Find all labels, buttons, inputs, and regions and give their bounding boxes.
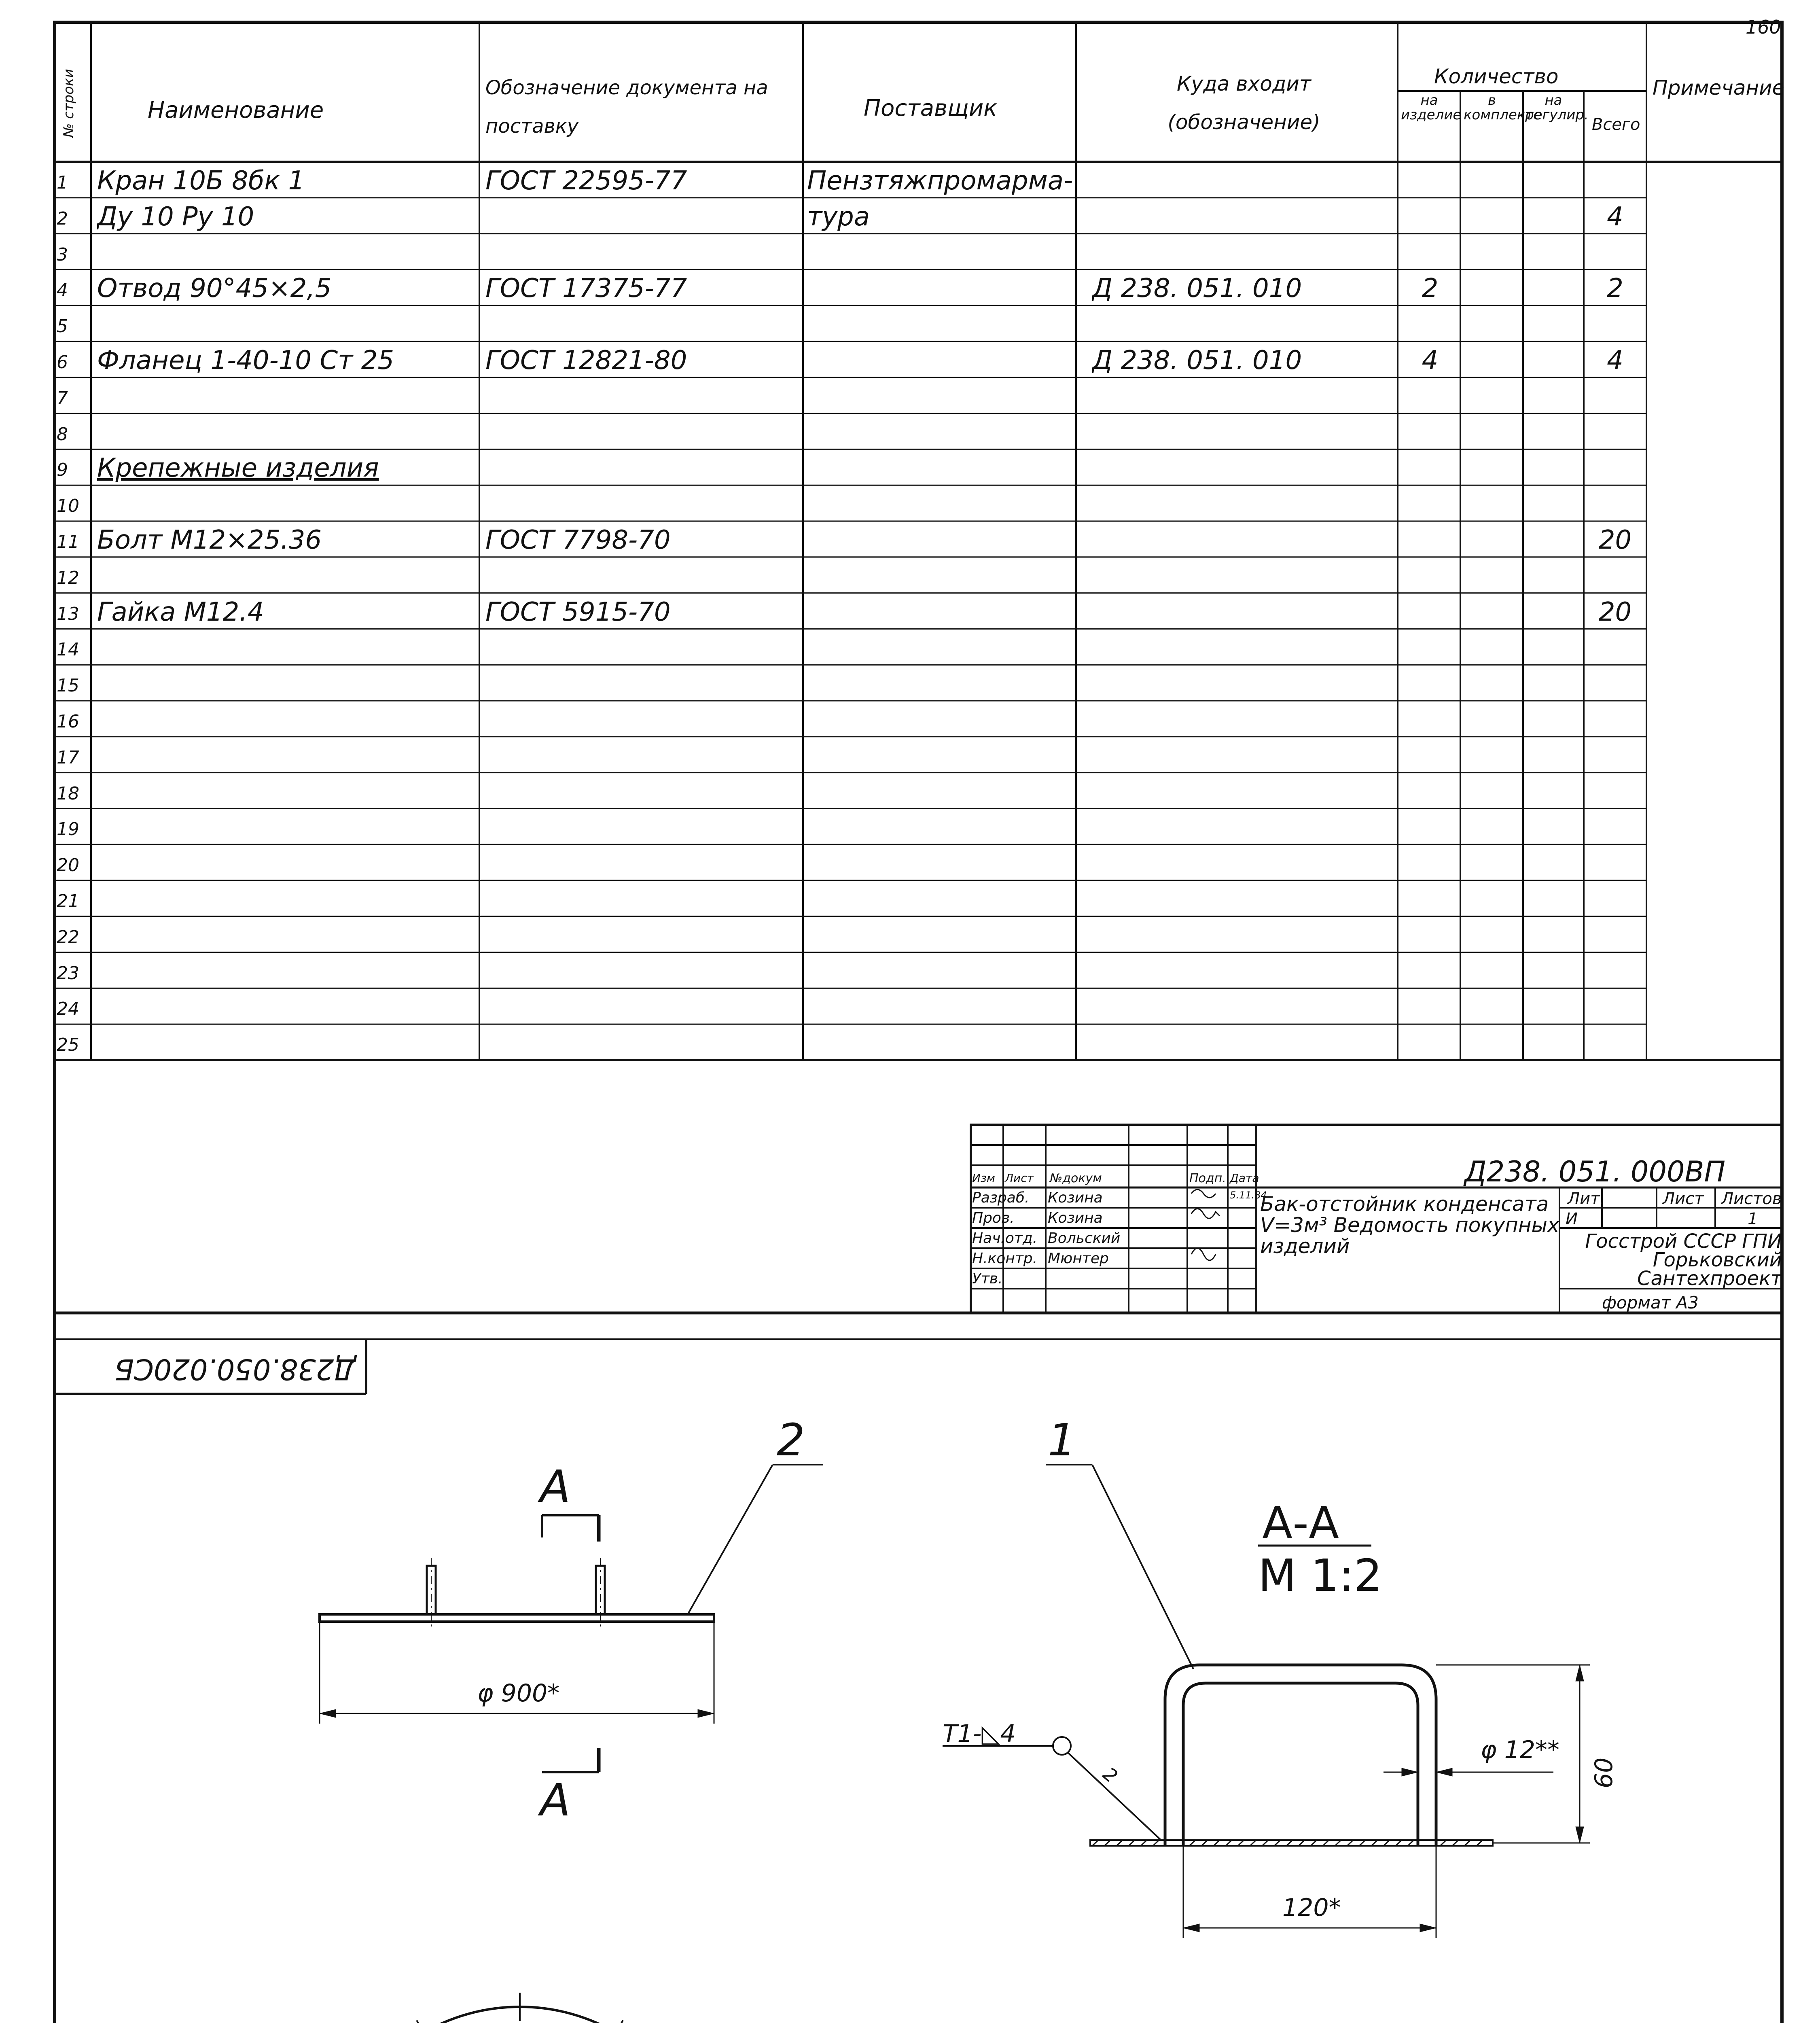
tb1-role-doc: №докум (1050, 1171, 1102, 1185)
table-cell-n: 25 (57, 1035, 79, 1056)
table-cell-n: 5 (57, 316, 68, 337)
section-label: А-А (1262, 1497, 1339, 1549)
tb-date: 5.11.84 (1230, 1190, 1267, 1201)
tb1-sheets-label: Листов (1721, 1190, 1782, 1208)
table-cell-qt: 2 (1607, 274, 1623, 304)
table-cell-n: 4 (57, 280, 68, 301)
table-cell-n: 10 (57, 496, 79, 517)
cover-side-view (320, 1465, 823, 1772)
header-row-no: № строки (61, 69, 77, 138)
signatures (1072, 1190, 1220, 2023)
tb1-sheets: 1 (1748, 1210, 1758, 1228)
table-cell-n: 13 (57, 603, 79, 624)
hole-tick (609, 2020, 623, 2023)
table-cell-n: 16 (57, 711, 79, 732)
table-cell-qt: 20 (1598, 597, 1632, 627)
table-cell-n: 7 (57, 388, 68, 409)
tb-role: Разраб. (972, 1190, 1030, 1206)
table-cell-n: 6 (57, 352, 68, 373)
table-cell-name: Отвод 90°45×2,5 (97, 274, 332, 304)
cover-plan-view (314, 1993, 862, 2023)
table-cell-n: 11 (57, 532, 79, 552)
header-qty-total: Всего (1592, 115, 1640, 134)
dim-60: 60 (1590, 1757, 1618, 1788)
tb1-org: Госстрой СССР ГПИ Горьковский Сантехпроект (1585, 1230, 1782, 1290)
tb-name: Вольский (1048, 1230, 1121, 1247)
table-cell-doc: ГОСТ 17375-77 (485, 274, 687, 304)
tb-role: Утв. (972, 1270, 1003, 1287)
table-cell-n: 3 (57, 244, 68, 265)
table-cell-name: Кран 10Б 8бк 1 (97, 166, 305, 196)
tb1-role-izm: Изм (972, 1171, 995, 1185)
header-note: Примечание (1653, 76, 1785, 100)
table-cell-n: 24 (57, 999, 79, 1020)
tb1-format: формат А3 (1602, 1293, 1699, 1313)
table-cell-n: 12 (57, 567, 79, 588)
header-qty-product: на изделие (1401, 92, 1462, 123)
table-cell-qt: 4 (1607, 346, 1623, 375)
table-cell-doc: ГОСТ 5915-70 (485, 597, 671, 627)
table-cell-n: 2 (57, 208, 68, 229)
table-cell-doc: ГОСТ 12821-80 (485, 346, 687, 375)
table-cell-name: Болт М12×25.36 (97, 525, 322, 555)
header-qty: Количество (1434, 65, 1559, 88)
tb1-sheet-label: Лист (1663, 1190, 1704, 1208)
weld-2: 2 (1099, 1762, 1122, 1788)
position-1-label: 1 (1048, 1414, 1076, 1466)
tb-role: Нач.отд. (972, 1230, 1038, 1247)
table-cell-n: 15 (57, 675, 79, 696)
table-cell-supplier: тура (807, 201, 870, 232)
dim-diameter-900: φ 900* (477, 1679, 560, 1707)
table-cell-n: 23 (57, 963, 79, 984)
tb1-role-list: Лист (1005, 1171, 1034, 1185)
table-cell-n: 19 (57, 819, 79, 840)
table-cell-name: Крепежные изделия (97, 453, 379, 483)
table-cell-qt: 20 (1598, 525, 1632, 555)
table-cell-n: 14 (57, 639, 79, 660)
hole-tick (417, 2020, 431, 2023)
table-cell-n: 8 (57, 424, 68, 445)
header-qty-kit: в комплекте (1464, 92, 1542, 123)
page-number: 160 (1746, 16, 1781, 38)
tb1-lit-label: Лит. (1568, 1190, 1605, 1208)
tb1-role-sign: Подп. (1189, 1171, 1226, 1185)
table-cell-doc: ГОСТ 22595-77 (485, 166, 687, 196)
table-cell-n: 9 (57, 460, 68, 481)
header-qty-adj: на регулир. (1525, 92, 1589, 123)
header-doc: Обозначение документа на поставку (485, 76, 768, 138)
table-cell-n: 20 (57, 855, 79, 876)
tb-role: Н.контр. (972, 1250, 1038, 1267)
header-goes-into: Куда входит (обозначение) (1167, 72, 1320, 134)
tb-name: Мюнтер (1048, 1250, 1109, 1267)
header-name: Наименование (148, 97, 324, 123)
section-scale: М 1:2 (1258, 1550, 1382, 1601)
position-2-label: 2 (777, 1414, 805, 1466)
table-cell-n: 1 (57, 172, 68, 193)
table-cell-qt: 4 (1607, 201, 1623, 232)
tb-role: Пров. (972, 1210, 1015, 1226)
tb1-lit: И (1566, 1210, 1578, 1228)
table-cell-doc: ГОСТ 7798-70 (485, 525, 671, 555)
table-cell-n: 17 (57, 747, 79, 768)
table-cell-name: Гайка М12.4 (97, 597, 264, 627)
table-cell-qp: 4 (1422, 346, 1439, 375)
table-cell-name: Ду 10 Ру 10 (97, 201, 254, 232)
table-cell-n: 22 (57, 927, 79, 948)
table-cell-n: 21 (57, 891, 79, 912)
table-cell-goes: Д 238. 051. 010 (1092, 274, 1302, 304)
tb1-code: Д238. 051. 000ВП (1464, 1155, 1726, 1188)
dim-120: 120* (1282, 1894, 1341, 1922)
tb-name: Козина (1048, 1190, 1103, 1206)
section-mark-bottom: А (540, 1774, 571, 1826)
table-cell-name: Фланец 1-40-10 Ст 25 (97, 346, 394, 375)
tb-name: Козина (1048, 1210, 1103, 1226)
dim-12: φ 12** (1481, 1736, 1559, 1764)
rotated-drawing-code: Д238.050.020СБ (114, 1353, 356, 1386)
table-cell-supplier: Пензтяжпромарма- (807, 166, 1073, 196)
table-cell-n: 18 (57, 783, 79, 804)
tb1-role-date: Дата (1230, 1171, 1259, 1185)
tb1-title: Бак-отстойник конденсата V=3м³ Ведомость покупных изделий (1260, 1192, 1559, 1258)
table-cell-goes: Д 238. 051. 010 (1092, 346, 1302, 375)
header-supplier: Поставщик (864, 95, 998, 121)
table-cell-qp: 2 (1422, 274, 1439, 304)
section-mark-top: А (540, 1461, 571, 1512)
weld-symbol: Т1-◺4 (943, 1720, 1016, 1748)
